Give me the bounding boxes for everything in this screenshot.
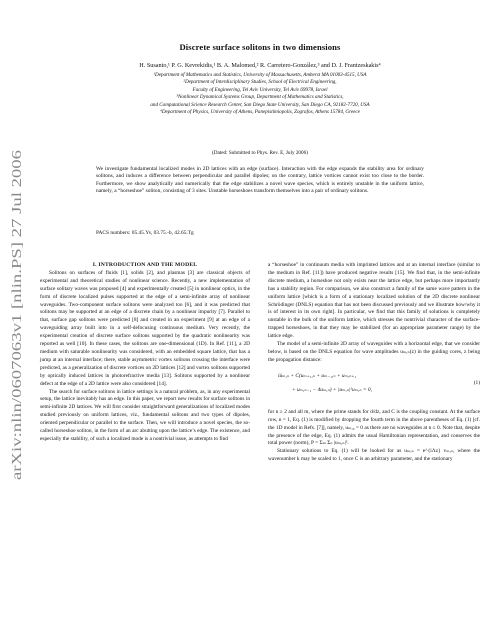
section-heading: I. INTRODUCTION AND THE MODEL (92, 262, 198, 268)
paragraph: The search for surface solitons in lattice settings is a natural problem, as, in any experimental setup, the lattice inevitably has an edge. In this paper, we report new results for surface solitons in semi-infinite 2D lattices. We will first consider straightforward generalizations of localized modes studied previously on uniform lattices, viz., fundamental solitons and two types of dipoles, oriented perpendicular or parallel to the surface. Then, we will introduce a novel species, the so-called horseshoe soliton, in the form of an arc abutting upon the lattice’s edge. The existence, and especially the stability, of such a localized mode is a nontrivial issue, as attempts to find (40, 388, 250, 442)
date-line: (Dated: Submitted to Phys. Rev. E, July 2006) (212, 150, 308, 156)
arxiv-identifier (4, 150, 28, 480)
affiliation-line: ⁴Department of Physics, University of Athens, Panepistimiopolis, Zografos, Athens 15784, Greece (160, 109, 360, 116)
equation-line: iu̇ₘ,ₙ + C(uₘ₊₁,ₙ + uₘ₋₁,ₙ + uₘ,ₙ₊₁ (278, 372, 357, 379)
affiliation-line: ²Department of Interdisciplinary Studies, School of Electrical Engineering, (183, 79, 337, 86)
paragraph: a “horseshoe” in continuum media with imprinted lattices and at an internal interface (similar to the medium in Ref. [11]) have produced negative results [15]. We find that, in the semi-infinite discrete medium, a horseshoe not only exists near the lattice edge, but perhaps more importantly has a stability region. For comparison, we also construct a family of the same wave pattern in the uniform lattice [which is a form of a stationary localized solution of the 2D discrete nonlinear Schrödinger (DNLS) equation that has not been discussed previously and we illustrate how/why it is of interest in its own right]. In particular, we find that this family of solutions is completely unstable in the bulk of the uniform lattice, which stresses the nontrivial character of the surface-trapped horseshoes, in that they may be stabilized (for an appropriate parameter range) by the lattice edge. (268, 262, 480, 340)
paper-title: Discrete surface solitons in two dimensions (179, 42, 341, 52)
author-list: H. Susanto,¹ P. G. Kevrekidis,¹ B. A. Malomed,² R. Carretero-González,³ and D. J. Frantzeskakis⁴ (139, 62, 381, 69)
affiliation-line: and Computational Science Research Center, San Diego State University, San Diego CA, 92182-7720, USA (150, 101, 370, 108)
paragraph: Stationary solutions to Eq. (1) will be looked for as uₘ,ₙ = e^{iΛz} vₘ,ₙ, where the wavenumber k may be scaled to 1, once C is an arbitrary parameter, and the stationary (268, 448, 480, 463)
paragraph: Solitons on surfaces of fluids [1], solids [2], and plasmas [3] are classical objects of experimental and theoretical studies of nonlinear science. Recently, a new implementation of surface solitary waves was proposed [4] and experimentally created [5] in nonlinear optics, in the form of discrete localized pulses supported at the edge of a semi-infinite array of nonlinear waveguides. Two-component surface solitons were analyzed too [6], and it was predicted that solitons may be supported at an edge of a discrete chain by a nonlinear impurity [7]. Parallel to that, surface gap solitons were predicted [8] and created in an experiment [9] at an edge of a waveguiding array built into in a self-defocusing continuous medium. Very recently, the experimental creation of discrete surface solitons supported by the quadratic nonlinearity was reported as well [10]. In these cases, the solitons are one-dimensional (1D). In Ref. [11], a 2D medium with saturable nonlinearity was considered, with an embedded square lattice, that has a jump at an internal interface; there, stable asymmetric vortex solitons crossing the interface were predicted, as a generalization of discrete vortices on 2D lattices [12] and vortex solitons supported by optically induced lattices in photorefractive media [13]. Solitons supported by a nonlinear defect at the edge of a 2D lattice were also considered [14]. (40, 269, 250, 387)
right-column (268, 262, 480, 464)
pacs-numbers: PACS numbers: 05.45.Yv, 03.75.-b, 42.65.Tg (96, 230, 194, 236)
left-column (40, 262, 250, 444)
affiliations (40, 72, 480, 116)
affiliation-line: ¹Department of Mathematics and Statistics, University of Massachusetts, Amherst MA 01003-4515, USA (153, 72, 367, 78)
equation-number: (1) (473, 379, 480, 386)
equation-1 (268, 369, 480, 405)
arxiv-identifier-text: arXiv:nlin/0607063v1 [nlin.PS] 27 Jul 2006 (9, 247, 24, 480)
abstract: We investigate fundamental localized modes in 2D lattices with an edge (surface). Interaction with the edge expands the stability area for ordinary solitons, and induces a difference between perpendicular and parallel dipoles; on the contrary, lattice vortices cannot exist too close to the border. Furthermore, we show analytically and numerically that the edge stabilizes a novel wave species, which is entirely unstable in the uniform lattice, namely, a “horseshoe” soliton, consisting of 3 sites. Unstable horseshoes transform themselves into a pair of ordinary solitons. (96, 166, 424, 195)
paragraph: The model of a semi-infinite 2D array of waveguides with a horizontal edge, that we consider below, is based on the DNLS equation for wave amplitudes uₘ,ₙ(z) in the guiding cores, z being the propagation distance: (268, 341, 480, 363)
affiliation-line: ³Nonlinear Dynamical Systems Group, Department of Mathematics and Statistics, (176, 94, 344, 101)
paragraph: for n ≥ 2 and all m, where the prime stands for d/dz, and C is the coupling constant. At the surface row, n = 1, Eq. (1) is modified by dropping the fourth term in the above parentheses of Eq. (1) [cf. the 1D model in Refs. [7]], namely, uₘ,₀ = 0 as there are no waveguides at n ≤ 0. Note that, despite the presence of the edge, Eq. (1) admits the usual Hamiltonian representation, and conserves the total power (norm), P = Σₘ Σₙ |uₘ,ₙ|². (268, 408, 480, 447)
affiliation-line: Faculty of Engineering, Tel Aviv University, Tel Aviv 69978, Israel (192, 86, 328, 93)
equation-line: + uₘ,ₙ₋₁ − 4uₘ,ₙ) + |uₘ,ₙ|²uₘ,ₙ = 0, (292, 386, 372, 393)
paper-page (40, 0, 480, 636)
